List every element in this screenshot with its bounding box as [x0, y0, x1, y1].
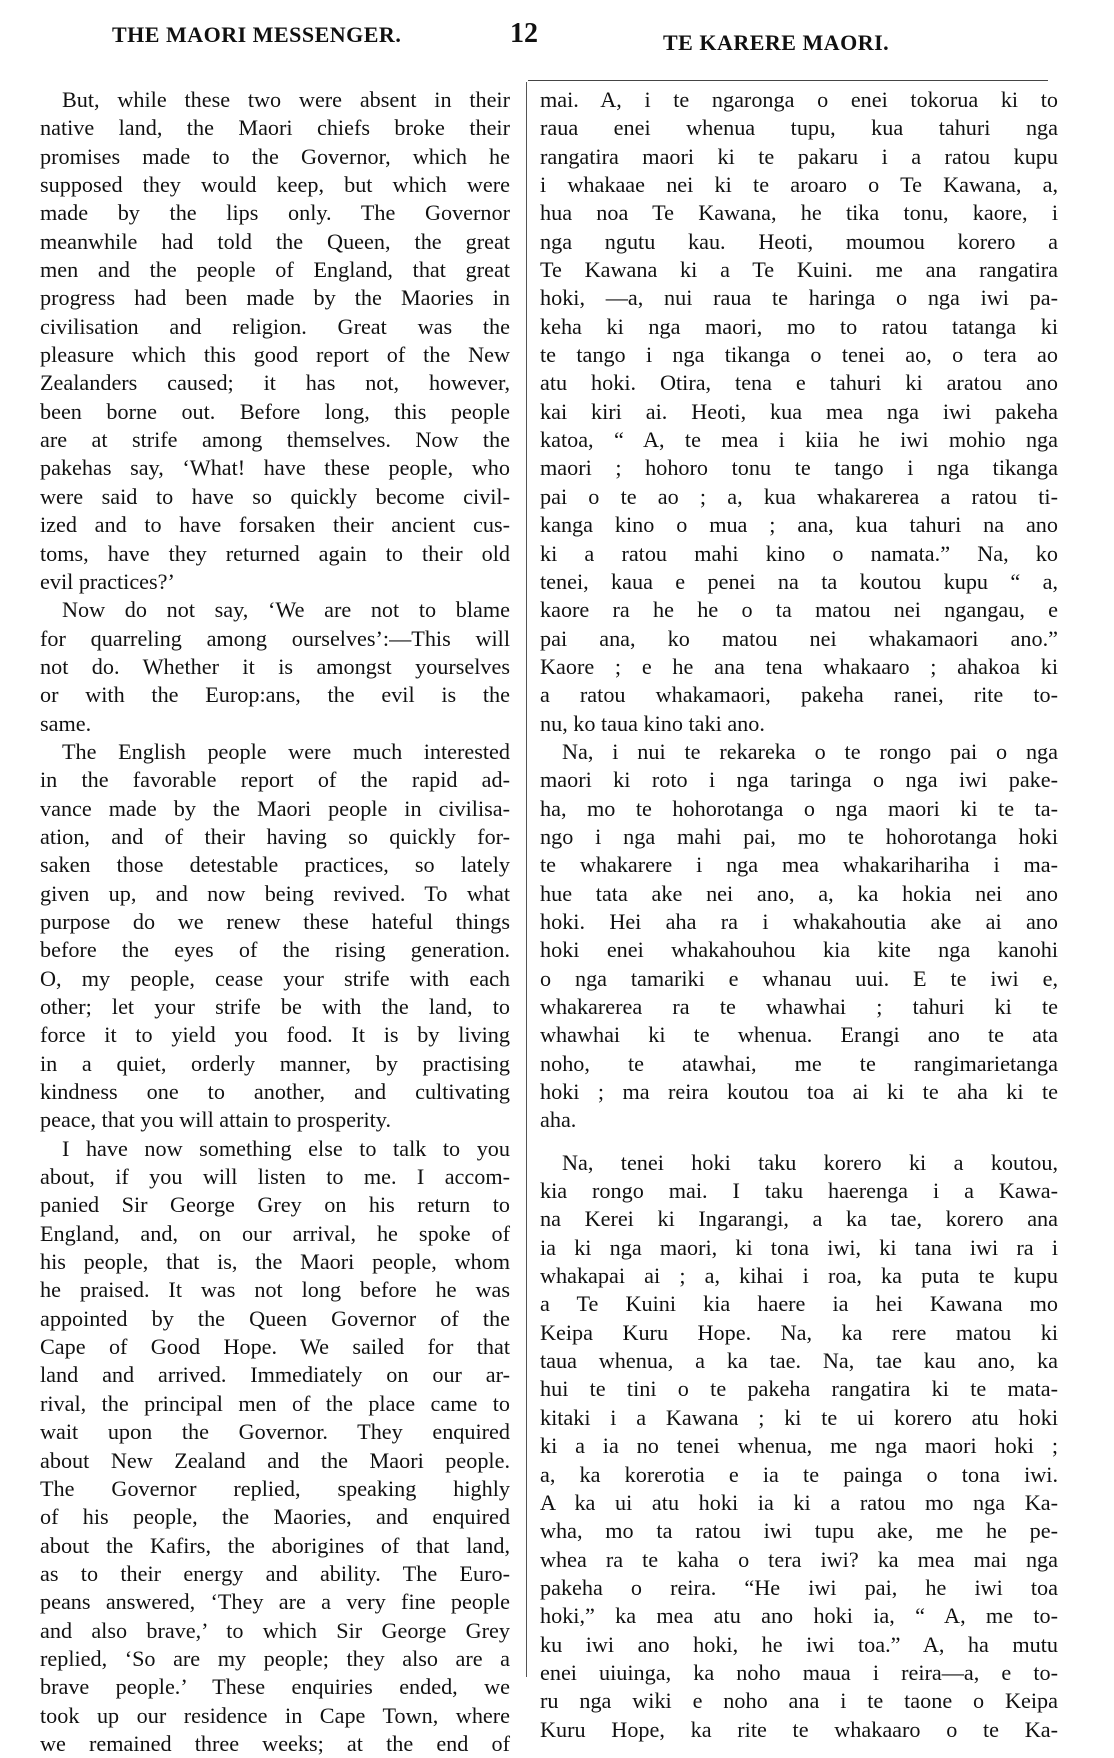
text-line: kanga kino o mua ; ana, kua tahuri na ano	[540, 512, 1058, 538]
text-line: native land, the Maori chiefs broke their	[40, 115, 510, 141]
text-line: been borne out. Before long, this people	[40, 398, 510, 424]
text-line: not do. Whether it is amongst yourselves	[40, 653, 510, 679]
text-line: as to their energy and ability. The Euro-	[40, 1560, 510, 1586]
text-line: But, while these two were absent in their	[62, 87, 510, 112]
text-line: appointed by the Queen Governor of the	[40, 1305, 510, 1331]
text-line: pakeha o reira. “He iwi pai, he iwi toa	[540, 1574, 1058, 1600]
text-line: ki a ratou mahi kino o namata.” Na, ko	[540, 540, 1058, 566]
text-line: are at strife among themselves. Now the	[40, 427, 510, 453]
text-line: toms, have they returned again to their old	[40, 540, 510, 566]
text-line: kai kiri ai. Heoti, kua mea nga iwi pakeha	[540, 398, 1058, 424]
column-divider	[526, 82, 527, 1677]
text-line: other; let your strife be with the land, to	[40, 994, 510, 1019]
text-line: whakarerea ra te whawhai ; tahuri ki te	[540, 994, 1058, 1019]
text-line: Zealanders caused; it has not, however,	[40, 370, 510, 396]
text-line: given up, and now being revived. To what	[40, 880, 510, 906]
text-line: I have now something else to talk to you	[62, 1135, 510, 1161]
text-line: peans answered, ‘They are a very fine people	[40, 1589, 510, 1615]
text-line: about New Zealand and the Maori people.	[40, 1447, 510, 1473]
text-line: progress had been made by the Maories in	[40, 285, 510, 311]
text-line: maori ki roto i nga taringa o nga iwi pake-	[540, 767, 1058, 793]
text-line: The English people were much interested	[62, 738, 510, 764]
text-line: Na, i nui te rekareka o te rongo pai o nga	[562, 738, 1058, 764]
text-line: pai ana, ko matou nei whakamaori ano.”	[540, 625, 1058, 651]
text-line: purpose do we renew these hateful things	[40, 908, 510, 934]
text-line: wait upon the Governor. They enquired	[40, 1419, 510, 1445]
text-line: about, if you will listen to me. I accom-	[40, 1164, 510, 1190]
text-line: nga ngutu kau. Heoti, moumou korero a	[540, 228, 1058, 254]
text-line: ized and to have forsaken their ancient cus-	[40, 512, 510, 538]
text-line: a Te Kuini kia haere ia hei Kawana mo	[540, 1291, 1058, 1317]
text-line: for quarreling among ourselves’:—This will	[40, 625, 510, 651]
text-line: evil practices?’	[40, 568, 175, 594]
text-line: kia rongo mai. I taku haerenga i a Kawa-	[540, 1178, 1058, 1204]
text-line: Cape of Good Hope. We sailed for that	[40, 1334, 510, 1360]
text-line: before the eyes of the rising generation.	[40, 937, 510, 963]
text-line: i whakaae nei ki te aroaro o Te Kawana, a,	[540, 172, 1058, 198]
text-line: kindness one to another, and cultivating	[40, 1079, 510, 1105]
text-line: ngo i nga mahi pai, mo te hohorotanga hoki	[540, 823, 1058, 849]
text-line: land and arrived. Immediately on our ar-	[40, 1362, 510, 1388]
text-line: in a quiet, orderly manner, by practising	[40, 1050, 510, 1076]
text-line: raua enei whenua tupu, kua tahuri nga	[540, 115, 1058, 141]
text-line: nu, ko taua kino taki ano.	[540, 710, 765, 736]
text-line: he praised. It was not long before he was	[40, 1277, 510, 1303]
text-line: men and the people of England, that great	[40, 257, 510, 283]
text-line: in the favorable report of the rapid ad-	[40, 767, 510, 793]
page-number: 12	[510, 18, 538, 49]
text-line: force it to yield you food. It is by living	[40, 1022, 510, 1048]
text-line: Na, tenei hoki taku korero ki a koutou,	[562, 1149, 1058, 1175]
english-running-title: THE MAORI MESSENGER.	[112, 22, 402, 47]
text-line: we remained three weeks; at the end of	[40, 1730, 510, 1756]
text-line: A ka ui atu hoki ia ki a ratou mo nga Ka-	[540, 1489, 1058, 1515]
text-line: pai o te ao ; a, kua whakarerea a ratou ti-	[540, 483, 1058, 509]
header-rule	[528, 80, 1048, 81]
text-line: rangatira maori ki te pakaru i a ratou kupu	[540, 143, 1058, 169]
text-line: katoa, “ A, te mea i kiia he iwi mohio nga	[540, 427, 1058, 453]
paragraph-gap	[540, 1135, 1058, 1149]
text-line: The Governor replied, speaking highly	[40, 1475, 510, 1501]
maori-running-title: TE KARERE MAORI.	[663, 30, 890, 55]
text-line: ki a ia no tenei whenua, me nga maori hoki ;	[540, 1433, 1058, 1459]
text-line: brave people.’ These enquiries ended, we	[40, 1674, 510, 1700]
text-line: made by the lips only. The Governor	[40, 200, 510, 226]
text-line: atu hoki. Otira, tena e tahuri ki aratou ano	[540, 370, 1058, 396]
text-line: pleasure which this good report of the New	[40, 342, 510, 368]
text-line: hoki. Hei aha ra i whakahoutia ake ai ano	[540, 908, 1058, 934]
text-line: hoki ; ma reira koutou toa ai ki te aha ki te	[540, 1079, 1058, 1105]
text-line: were said to have so quickly become civil-	[40, 483, 510, 509]
text-line: hoki enei whakahouhou kia kite nga kanohi	[540, 937, 1058, 963]
text-line: noho, te atawhai, me te rangimarietanga	[540, 1050, 1058, 1076]
text-line: enei uiuinga, ka noho maua i reira—a, e to-	[540, 1659, 1058, 1685]
text-line: a ratou whakamaori, pakeha ranei, rite to-	[540, 682, 1058, 708]
text-line: hoki, —a, nui raua te haringa o nga iwi pa-	[540, 285, 1058, 311]
text-line: hue tata ake nei ano, a, ka hokia nei ano	[540, 880, 1058, 906]
text-line: civilisation and religion. Great was the	[40, 313, 510, 339]
text-line: and also brave,’ to which Sir George Grey	[40, 1617, 510, 1643]
text-line: o nga tamariki e whanau uui. E te iwi e,	[540, 965, 1058, 991]
page-header	[0, 0, 1114, 70]
text-line: te tango i nga tikanga o tenei ao, o tera ao	[540, 342, 1058, 368]
text-line: whea ra te kaha o tera iwi? ka mea mai nga	[540, 1546, 1058, 1572]
text-line: ku iwi ano hoki, he iwi toa.” A, ha mutu	[540, 1631, 1058, 1657]
text-line: wha, mo ta ratou iwi tupu ake, me he pe-	[540, 1518, 1058, 1544]
text-line: meanwhile had told the Queen, the great	[40, 228, 510, 254]
text-line: panied Sir George Grey on his return to	[40, 1192, 510, 1218]
text-line: hoki,” ka mea atu ano hoki ia, “ A, me to-	[540, 1603, 1058, 1629]
text-line: about the Kafirs, the aborigines of that land,	[40, 1532, 510, 1558]
text-line: maori ; hohoro tonu te tango i nga tikanga	[540, 455, 1058, 481]
text-line: ha, mo te hohorotanga o nga maori ki te ta-	[540, 795, 1058, 821]
text-line: took up our residence in Cape Town, where	[40, 1702, 510, 1728]
text-line: saken those detestable practices, so lately	[40, 852, 510, 878]
text-line: te whakarere i nga mea whakarihariha i ma-	[540, 852, 1058, 878]
text-line: whakapai ai ; a, kihai i roa, ka puta te kupu	[540, 1263, 1058, 1289]
text-line: vance made by the Maori people in civilisa-	[40, 795, 510, 821]
text-line: peace, that you will attain to prosperity.	[40, 1107, 391, 1133]
text-line: replied, ‘So are my people; they also are a	[40, 1645, 510, 1671]
english-column	[40, 86, 510, 1758]
text-line: mai. A, i te ngaronga o enei tokorua ki to	[540, 87, 1058, 112]
text-line: promises made to the Governor, which he	[40, 143, 510, 169]
text-line: Kuru Hope, ka rite te whakaaro o te Ka-	[540, 1716, 1058, 1742]
text-line: keha ki nga maori, mo to ratou tatanga ki	[540, 313, 1058, 339]
text-line: hui te tini o te pakeha rangatira ki te mata-	[540, 1376, 1058, 1402]
text-line: Now do not say, ‘We are not to blame	[62, 597, 510, 623]
text-line: Kaore ; e he ana tena whakaaro ; ahakoa ki	[540, 653, 1058, 679]
text-line: rival, the principal men of the place came to	[40, 1390, 510, 1416]
text-line: taua whenua, a ka tae. Na, tae kau ano, ka	[540, 1348, 1058, 1374]
text-line: Te Kawana ki a Te Kuini. me ana rangatira	[540, 257, 1058, 283]
text-line: pakehas say, ‘What! have these people, who	[40, 455, 510, 481]
text-line: kaore ra he he o ta matou nei ngangau, e	[540, 597, 1058, 623]
text-line: of his people, the Maories, and enquired	[40, 1504, 510, 1530]
text-line: tenei, kaua e penei na ta koutou kupu “ a,	[540, 568, 1058, 594]
text-line: aha.	[540, 1107, 577, 1133]
text-line: a, ka korerotia e ia te painga o tona iwi.	[540, 1461, 1058, 1487]
maori-column	[540, 86, 1058, 1744]
text-line: or with the Europ:ans, the evil is the	[40, 682, 510, 708]
text-line: kitaki i a Kawana ; ki te ui korero atu hoki	[540, 1404, 1058, 1430]
text-line: ia ki nga maori, ki tona iwi, ki tana iwi ra i	[540, 1234, 1058, 1260]
text-line: hua noa Te Kawana, he tika tonu, kaore, i	[540, 200, 1058, 226]
text-line: same.	[40, 710, 92, 736]
text-line: Keipa Kuru Hope. Na, ka rere matou ki	[540, 1319, 1058, 1345]
text-line: ru nga wiki e noho ana i te taone o Keipa	[540, 1688, 1058, 1714]
text-line: O, my people, cease your strife with each	[40, 965, 510, 991]
text-line: England, and, on our arrival, he spoke of	[40, 1220, 510, 1246]
text-line: na Kerei ki Ingarangi, a ka tae, korero ana	[540, 1206, 1058, 1232]
text-line: whawhai ki te whenua. Erangi ano te ata	[540, 1022, 1058, 1048]
text-line: ation, and of their having so quickly for-	[40, 823, 510, 849]
text-line: his people, that is, the Maori people, whom	[40, 1249, 510, 1275]
text-line: supposed they would keep, but which were	[40, 172, 510, 198]
